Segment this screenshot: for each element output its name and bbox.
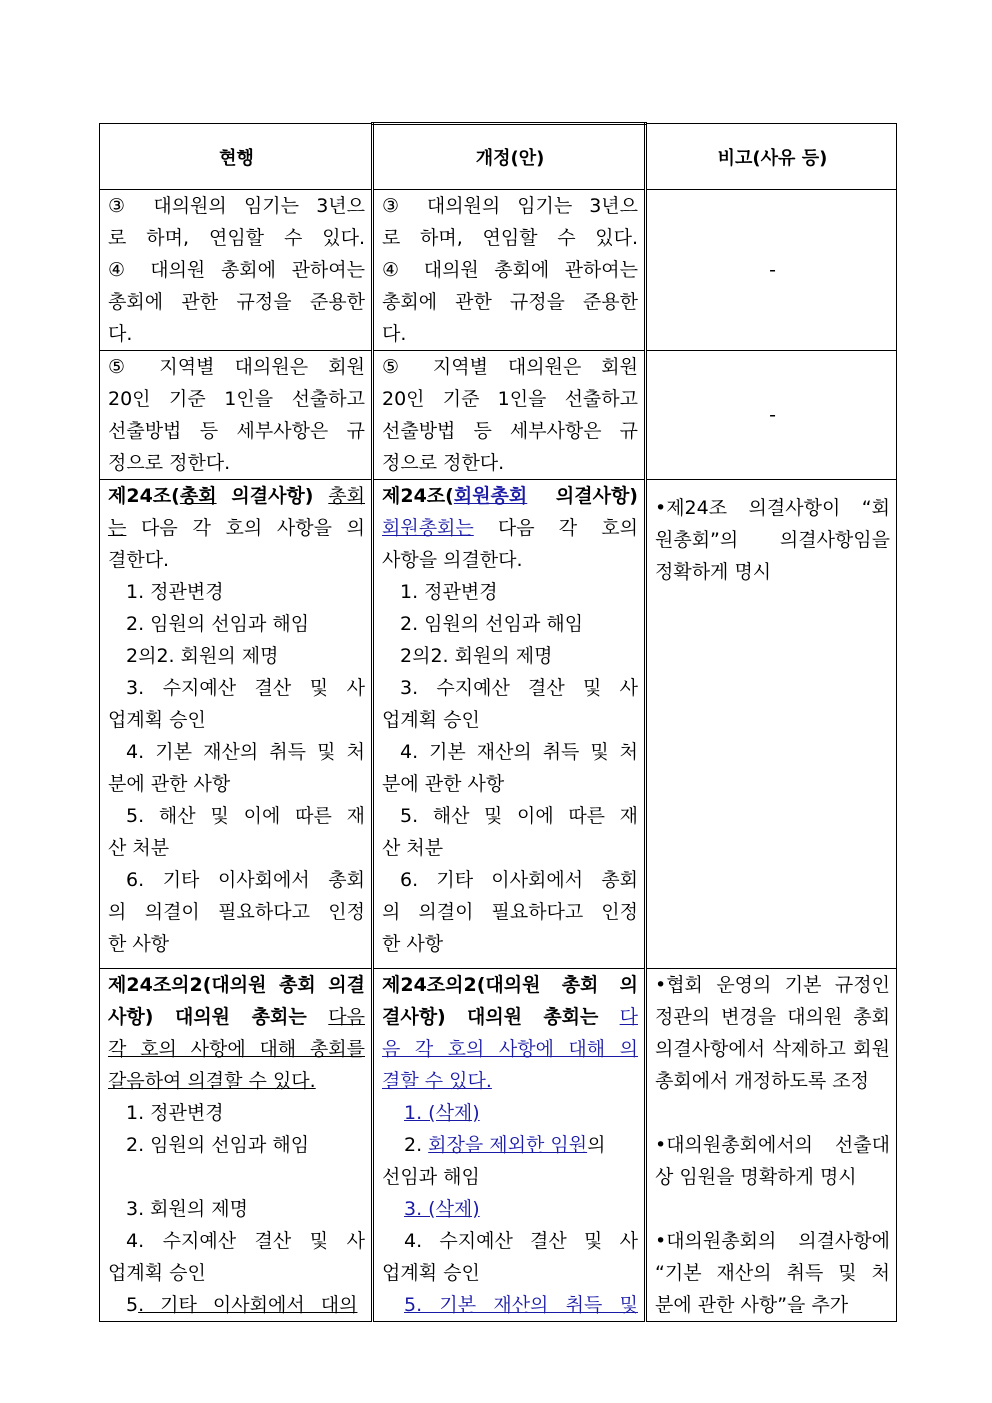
text: 다음 각 호의 사항을 의 — [126, 517, 365, 539]
list-item: 의 의결이 필요하다고 인정 — [382, 901, 638, 923]
text: 다음 각 호의 — [473, 517, 638, 539]
list-item: 분에 관한 사항 — [382, 773, 505, 795]
text-line: ③ 대의원의 임기는 3년으 — [108, 195, 365, 217]
article-number: 제24조( — [108, 485, 180, 507]
text: 의 — [587, 1134, 606, 1156]
remark-line: 상 임원을 명확하게 명시 — [655, 1166, 857, 1188]
list-item: 3. 회원의 제명 — [126, 1198, 248, 1220]
underlined-text: 는 — [108, 517, 127, 539]
current-cell — [100, 480, 373, 969]
text-line: 로 하며, 연임할 수 있다. — [382, 227, 638, 249]
deleted-item: 1. (삭제) — [404, 1102, 480, 1124]
list-item: 2. 임원의 선임과 해임 — [126, 1134, 310, 1156]
list-item: 2. 임원의 선임과 해임 — [400, 613, 584, 635]
text-line: 다. — [108, 323, 133, 345]
remark-line: 총회에서 개정하도록 조정 — [655, 1070, 869, 1092]
text-line: 20인 기준 1인을 선출하고 — [382, 388, 638, 410]
remark-cell — [646, 969, 897, 1322]
article-heading — [108, 480, 365, 512]
remark-line: •제24조 의결사항이 “회 — [655, 497, 890, 519]
list-item: 산 처분 — [108, 837, 170, 859]
list-item — [382, 1129, 638, 1161]
blank-line — [108, 1161, 365, 1193]
article-title: 의결사항) — [216, 485, 329, 507]
table-row — [100, 480, 897, 969]
list-item: 1. 정관변경 — [126, 581, 224, 603]
list-item: 선임과 해임 — [382, 1166, 480, 1188]
remark-line: •대의원총회의 의결사항에 — [655, 1230, 890, 1252]
revised-cell — [373, 190, 646, 351]
underlined-text: 회원총회 — [453, 485, 528, 507]
remark-line: •대의원총회에서의 선출대 — [655, 1134, 890, 1156]
text-line: 총회에 관한 규정을 준용한 — [108, 291, 365, 313]
text-line: 선출방법 등 세부사항은 규 — [108, 420, 365, 442]
list-item — [108, 1289, 365, 1321]
text-line — [108, 1001, 365, 1033]
list-item: 산 처분 — [382, 837, 444, 859]
remark-line: 원총회”의 의결사항임을 — [655, 529, 890, 551]
text-line — [382, 1001, 638, 1033]
list-item: 한 사항 — [382, 933, 444, 955]
underlined-text: 5. 기본 재산의 취득 및 — [404, 1294, 638, 1316]
remark-line: 정관의 변경을 대의원 총회 — [655, 1006, 890, 1028]
remark-line: 의결사항에서 삭제하고 회원 — [655, 1038, 890, 1060]
underlined-text: 결할 수 있다. — [382, 1070, 492, 1092]
header-revised: 개정(안) — [373, 124, 646, 190]
header-remarks: 비고(사유 등) — [646, 124, 897, 190]
list-item: 1. 정관변경 — [126, 1102, 224, 1124]
text-line: 20인 기준 1인을 선출하고 — [108, 388, 365, 410]
list-item: 4. 수지예산 결산 및 사 — [126, 1230, 365, 1252]
text-line: 다. — [382, 323, 407, 345]
list-item: 업계획 승인 — [382, 1262, 480, 1284]
list-item: 3. 수지예산 결산 및 사 — [400, 677, 638, 699]
text: 5 — [126, 1294, 139, 1316]
list-item: 4. 수지예산 결산 및 사 — [404, 1230, 638, 1252]
remark-line: 분에 관한 사항”을 추가 — [655, 1294, 849, 1316]
list-item: 2의2. 회원의 제명 — [400, 645, 553, 667]
remark-line: •협회 운영의 기본 규정인 — [655, 974, 890, 996]
list-item: 5. 해산 및 이에 따른 재 — [126, 805, 365, 827]
list-item: 업계획 승인 — [382, 709, 480, 731]
text: 사항) 대의원 총회는 — [108, 1006, 329, 1028]
text-line: 로 하며, 연임할 수 있다. — [108, 227, 365, 249]
list-item: 업계획 승인 — [108, 1262, 206, 1284]
header-row — [100, 124, 897, 190]
list-item: 6. 기타 이사회에서 총회 — [126, 869, 365, 891]
deleted-item: 3. (삭제) — [404, 1198, 480, 1220]
text-line: 결한다. — [108, 549, 170, 571]
article-heading: 제24조의2(대의원 총회 의 — [382, 974, 638, 996]
table-row — [100, 190, 897, 351]
list-item: 3. 수지예산 결산 및 사 — [126, 677, 365, 699]
list-item: 6. 기타 이사회에서 총회 — [400, 869, 638, 891]
current-cell — [100, 190, 373, 351]
amendment-comparison-table — [99, 122, 897, 1322]
remark-line: “기본 재산의 취득 및 처 — [655, 1262, 890, 1284]
list-item: 4. 기본 재산의 취득 및 처 — [400, 741, 638, 763]
remark-cell — [646, 480, 897, 969]
text-line: ③ 대의원의 임기는 3년으 — [382, 195, 638, 217]
article-number: 제24조( — [382, 485, 454, 507]
revised-cell — [373, 351, 646, 480]
underlined-text: 회장을 제외한 임원 — [428, 1134, 588, 1156]
text-line: ④ 대의원 총회에 관하여는 — [382, 259, 638, 281]
text-line: 총회에 관한 규정을 준용한 — [382, 291, 638, 313]
underlined-text: 각 호의 사항에 대해 총회를 — [108, 1038, 365, 1060]
list-item: 5. 해산 및 이에 따른 재 — [400, 805, 638, 827]
list-item: 업계획 승인 — [108, 709, 206, 731]
text-line: ⑤ 지역별 대의원은 회원 — [108, 356, 365, 378]
revised-cell — [373, 480, 646, 969]
underlined-text: 다 — [619, 1006, 638, 1028]
table-row — [100, 969, 897, 1322]
remark-line: 정확하게 명시 — [655, 561, 772, 583]
current-cell — [100, 351, 373, 480]
header-current: 현행 — [100, 124, 373, 190]
list-item: 2의2. 회원의 제명 — [126, 645, 279, 667]
underlined-text: 회원총회는 — [382, 517, 474, 539]
list-item: 분에 관한 사항 — [108, 773, 231, 795]
table-row — [100, 351, 897, 480]
text-line: 사항을 의결한다. — [382, 549, 523, 571]
underlined-text: . 기타 이사회에서 대의 — [138, 1294, 358, 1316]
blank-line — [655, 1097, 890, 1129]
list-item: 2. 임원의 선임과 해임 — [126, 613, 310, 635]
remark-cell: - — [646, 351, 897, 480]
remark-cell: - — [646, 190, 897, 351]
text-line: ⑤ 지역별 대의원은 회원 — [382, 356, 638, 378]
list-item: 한 사항 — [108, 933, 170, 955]
blank-line — [655, 1193, 890, 1225]
list-item: 4. 기본 재산의 취득 및 처 — [126, 741, 365, 763]
text-line: ④ 대의원 총회에 관하여는 — [108, 259, 365, 281]
article-heading: 제24조의2(대의원 총회 의결 — [108, 974, 365, 996]
text-line: 선출방법 등 세부사항은 규 — [382, 420, 638, 442]
underlined-text: 총회 — [328, 485, 365, 507]
current-cell — [100, 969, 373, 1322]
text-line — [108, 512, 365, 544]
article-heading — [382, 480, 638, 512]
article-title: 의결사항) — [527, 485, 638, 507]
underlined-text: 음 각 호의 사항에 대해 의 — [382, 1038, 638, 1060]
text-line — [382, 512, 638, 544]
underlined-text: 총회 — [179, 485, 217, 507]
text: 2. — [404, 1134, 429, 1156]
underlined-text: 갈음하여 의결할 수 있다. — [108, 1070, 316, 1092]
list-item: 의 의결이 필요하다고 인정 — [108, 901, 365, 923]
underlined-text: 다음 — [328, 1006, 365, 1028]
revised-cell — [373, 969, 646, 1322]
text: 결사항) 대의원 총회는 — [382, 1006, 620, 1028]
text-line: 정으로 정한다. — [108, 452, 231, 474]
list-item: 1. 정관변경 — [400, 581, 498, 603]
text-line: 정으로 정한다. — [382, 452, 505, 474]
